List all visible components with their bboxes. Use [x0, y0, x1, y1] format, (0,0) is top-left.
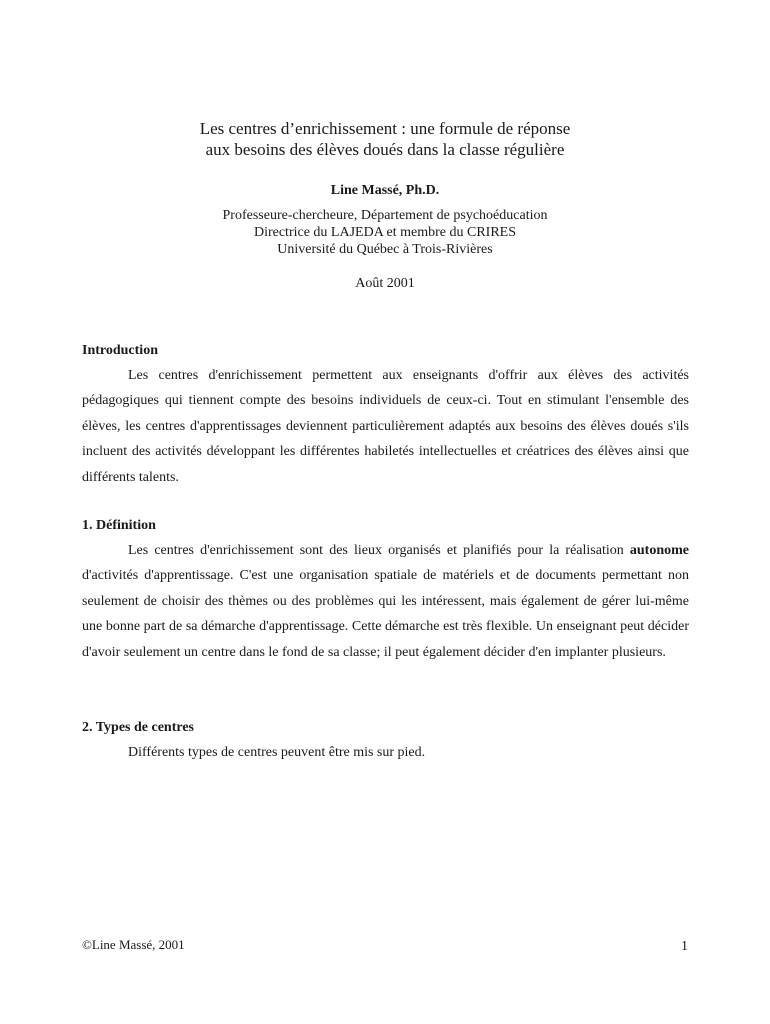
- affiliation-line-2: Directrice du LAJEDA et membre du CRIRES: [253, 225, 517, 240]
- affiliation-line-1: Professeure-chercheure, Département de psychoéducation: [222, 208, 548, 223]
- section-definition: [82, 516, 689, 665]
- page-number: 1: [681, 939, 688, 954]
- document-date: Août 2001: [355, 276, 415, 291]
- section-heading: 1. Définition: [82, 518, 156, 533]
- section-paragraph: Différents types de centres peuvent être mis sur pied.: [128, 745, 426, 760]
- paragraph-text: Les centres d'enrichissement sont des lieux organisés et planifiés pour la réalisation: [128, 543, 630, 558]
- paragraph-text: d'activités d'apprentissage. C'est une organisation spatiale de matériels et de documents permettant non seulement de choisir des thèmes ou des problèmes qui les intéressent, mais également de gérer lui-même une bonne part de sa démarche d'apprentissage. Cette démarche est très flexible. Un enseignant peut décider d'avoir seulement un centre dans le fond de sa classe; il peut également décider d'en implanter plusieurs.: [82, 568, 689, 660]
- section-paragraph: Les centres d'enrichissement permettent aux enseignants d'offrir aux élèves des activités pédagogiques qui tiennent compte des besoins individuels de ceux-ci. Tout en stimulant l'ensemble des élèves, les centres d'apprentissages deviennent particulièrement adaptés aux besoins des élèves doués s'ils incluent des activités développant les différentes habiletés intellectuelles et créatrices des élèves ainsi que différents talents.: [82, 368, 689, 485]
- title-line-1: Les centres d’enrichissement : une formule de réponse: [199, 119, 571, 138]
- section-introduction: [82, 341, 689, 490]
- emphasized-word: autonome: [629, 543, 689, 558]
- section-paragraph: [82, 538, 689, 665]
- document-title: [0, 118, 770, 160]
- title-line-2: aux besoins des élèves doués dans la classe régulière: [205, 140, 565, 159]
- section-heading: 2. Types de centres: [82, 720, 194, 735]
- footer-copyright: ©Line Massé, 2001: [82, 937, 185, 952]
- section-types: [82, 718, 689, 765]
- affiliation-line-3: Université du Québec à Trois-Rivières: [277, 242, 493, 257]
- section-heading: Introduction: [82, 343, 158, 358]
- author-name: Line Massé, Ph.D.: [330, 183, 440, 198]
- author-affiliation: [0, 207, 770, 258]
